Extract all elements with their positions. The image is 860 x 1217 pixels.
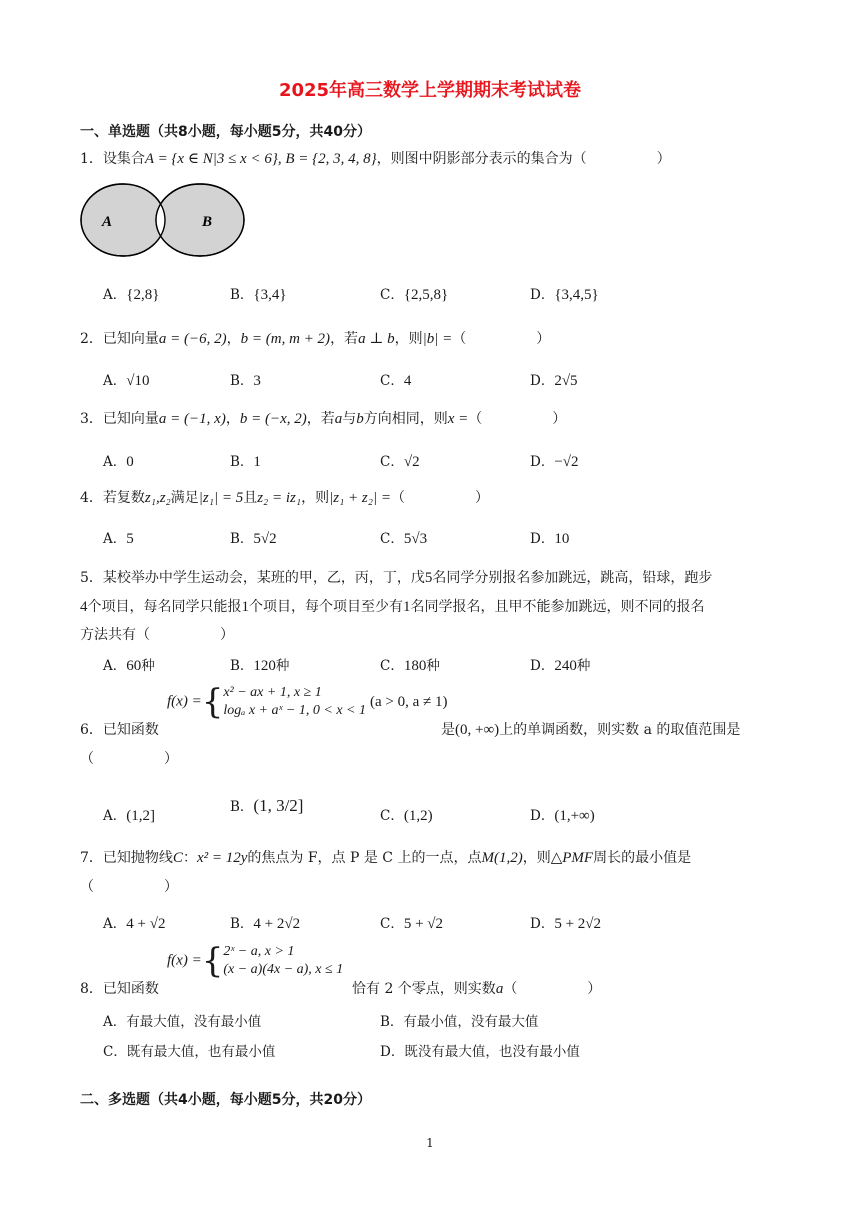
question-6-label: 6．已知函数 <box>80 722 159 738</box>
q4-option-b: B．5√2 <box>230 531 277 547</box>
q1-option-b: B．{3,4} <box>230 287 287 303</box>
q7-option-a: A．4 + √2 <box>103 916 166 932</box>
q1-prefix: 设集合 <box>102 151 145 167</box>
q2-option-c: C．4 <box>380 373 412 389</box>
section-heading-multiple-choice: 二、多选题（共4小题，每小题5分，共20分） <box>80 1092 371 1108</box>
q5-option-b: B．120种 <box>230 658 290 674</box>
question-5-line-3: 方法共有（ ） <box>80 627 234 643</box>
q8-piecewise-function: f(x) ={2ˣ − a, x > 1 (x − a)(4x − a), x ≤ 1 <box>167 941 344 981</box>
q1-number: 1． <box>80 151 103 167</box>
page-number: 1 <box>426 1136 434 1150</box>
q5-option-d: D．240种 <box>530 658 591 674</box>
question-6-line-2: （ ） <box>80 751 178 767</box>
q1-option-c: C．{2,5,8} <box>380 287 449 303</box>
question-7-line-2: （ ） <box>80 879 178 895</box>
q8-option-c: C．既有最大值，也有最小值 <box>103 1044 276 1060</box>
q2-option-a: A．√10 <box>103 373 150 389</box>
q5-option-a: A．60种 <box>103 658 155 674</box>
q7-option-d: D．5 + 2√2 <box>530 916 602 932</box>
q8-option-d: D．既没有最大值，也没有最小值 <box>380 1044 580 1060</box>
question-5-line-2: 4个项目，每名同学只能报1个项目，每个项目至少有1名同学报名，且甲不能参加跳远，则不同的报名 <box>80 599 705 615</box>
question-8-label: 8．已知函数 <box>80 981 159 997</box>
q1-option-a: A．{2,8} <box>103 287 160 303</box>
venn-diagram <box>80 180 250 264</box>
q3-option-d: D．−√2 <box>530 454 579 470</box>
question-1 <box>80 148 671 168</box>
question-4: 4．若复数z₁,z₂满足|z₁| = 5且z₂ = iz₁，则|z₁ + z₂| =（ ） <box>80 490 489 506</box>
q6-option-d: D．(1,+∞) <box>530 808 595 824</box>
q1-math: A = {x ∈ N|3 ≤ x < 6}, B = {2, 3, 4, 8} <box>144 151 377 167</box>
q6-piecewise-function: f(x) ={x² − ax + 1, x ≥ 1 logₐ x + aˣ − 1, 0 < x < 1(a > 0, a ≠ 1) <box>167 682 448 722</box>
question-5-line-1: 5．某校举办中学生运动会，某班的甲，乙，丙，丁，戊5名同学分别报名参加跳远，跳高，铅球，跑步 <box>80 570 713 586</box>
q3-option-b: B．1 <box>230 454 261 470</box>
q3-option-a: A．0 <box>103 454 134 470</box>
question-7: 7．已知抛物线C：x² = 12y的焦点为 F，点 P 是 C 上的一点，点M(1,2)，则△PMF周长的最小值是 <box>80 850 692 866</box>
venn-label-a: A <box>102 214 113 230</box>
q6-option-c: C．(1,2) <box>380 808 433 824</box>
q7-option-c: C．5 + √2 <box>380 916 444 932</box>
q5-option-c: C．180种 <box>380 658 440 674</box>
q3-option-c: C．√2 <box>380 454 420 470</box>
venn-label-b: B <box>202 214 213 230</box>
q8-option-a: A．有最大值，没有最小值 <box>103 1014 262 1030</box>
q1-suffix: ，则图中阴影部分表示的集合为（ ） <box>376 151 671 167</box>
q1-option-d: D．{3,4,5} <box>530 287 599 303</box>
q4-option-a: A．5 <box>103 531 134 547</box>
section-heading-single-choice: 一、单选题（共8小题，每小题5分，共40分） <box>80 124 371 140</box>
question-8-tail: 恰有 2 个零点，则实数a（ ） <box>352 981 602 997</box>
q2-option-b: B．3 <box>230 373 261 389</box>
page-title: 2025年高三数学上学期期末考试试卷 <box>278 80 582 101</box>
q8-option-b: B．有最小值，没有最大值 <box>380 1014 539 1030</box>
q7-option-b: B．4 + 2√2 <box>230 916 301 932</box>
q2-option-d: D．2√5 <box>530 373 578 389</box>
question-6-tail: 是(0, +∞)上的单调函数，则实数 a 的取值范围是 <box>441 722 741 738</box>
q6-option-a: A．(1,2] <box>103 808 155 824</box>
question-2: 2．已知向量a = (−6, 2)，b = (m, m + 2)，若a ⊥ b，则|b| =（ ） <box>80 331 551 347</box>
q4-option-d: D．10 <box>530 531 570 547</box>
q6-option-b: B．(1, 3/2] <box>230 796 304 815</box>
question-3: 3．已知向量a = (−1, x)，b = (−x, 2)，若a与b方向相同，则x =（ ） <box>80 411 567 427</box>
q4-option-c: C．5√3 <box>380 531 428 547</box>
